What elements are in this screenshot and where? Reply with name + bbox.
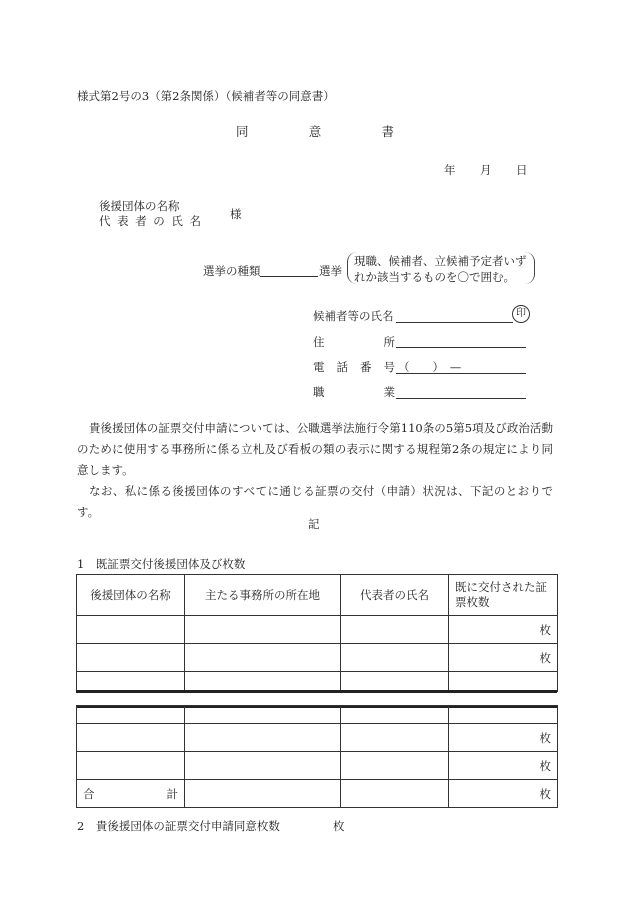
cell-office-location[interactable] [185,780,341,808]
table-row [77,752,558,780]
occupation-label-char-2: 業 [383,385,395,399]
header-issued-count: 既に交付された証票枚数 [449,575,558,616]
cell-representative[interactable] [341,706,449,724]
cell-org-name[interactable] [77,616,185,644]
cell-representative[interactable] [341,672,449,692]
rep-name-text: 代表者の氏名 [99,214,208,228]
seal-mark: 印 [512,305,530,323]
occupation-field[interactable] [396,398,526,399]
phone-label-char-3: 番 [360,360,372,374]
table-total-row [77,780,558,808]
cell-org-name[interactable] [77,706,185,724]
addressee-org-name-label: 後援団体の名称 [99,199,180,213]
phone-label-char-4: 号 [383,360,395,374]
header-office-location: 主たる事務所の所在地 [185,575,341,616]
total-label-char-1: 合 [83,786,95,801]
cell-office-location[interactable] [185,724,341,752]
cell-representative[interactable] [341,752,449,780]
address-field[interactable] [396,347,526,348]
cell-office-location[interactable] [185,616,341,644]
sama-honorific: 様 [230,207,242,221]
cell-org-name[interactable] [77,752,185,780]
date-month-label: 月 [480,163,492,177]
title-char-2: 意 [308,124,322,139]
cell-representative[interactable] [341,616,449,644]
status-note-text: 現職、候補者、立候補予定者いずれか該当するものを〇で囲む。 [354,254,527,284]
phone-label-char-2: 話 [336,360,348,374]
total-count-cell[interactable]: 枚 [449,780,558,808]
cell-office-location[interactable] [185,644,341,672]
table-row [77,724,558,752]
date-year-label: 年 [444,163,456,177]
header-representative: 代表者の氏名 [341,575,449,616]
addressee-rep-name-label [99,213,208,229]
address-label [313,334,395,350]
status-note-bracket [347,252,535,284]
section2-unit: 枚 [333,819,345,833]
consent-paragraph: 貴後援団体の証票交付申請については、公職選挙法施行令第110条の5第5項及び政治活動のために使用する事務所に係る立札及び看板の類の表示に関する規程第2条の規定により同意します。 [77,421,553,477]
cell-count[interactable] [449,706,558,724]
cell-org-name[interactable] [77,724,185,752]
total-label-char-2: 計 [166,786,178,801]
election-suffix: 選挙 [319,264,342,278]
cell-count[interactable] [449,672,558,692]
table-row [77,616,558,644]
header-org-name: 後援団体の名称 [77,575,185,616]
cell-office-location[interactable] [185,752,341,780]
date-day-label: 日 [516,163,528,177]
phone-label [313,359,395,375]
cell-representative[interactable] [341,724,449,752]
election-type-underline [260,276,318,277]
status-paragraph: なお、私に係る後援団体のすべてに通じる証票の交付（申請）状況は、下記のとおりです。 [77,484,553,519]
cell-representative[interactable] [341,780,449,808]
address-label-char-1: 住 [313,335,325,349]
cell-count[interactable]: 枚 [449,724,558,752]
table-row [77,644,558,672]
cell-representative[interactable] [341,644,449,672]
cell-office-location[interactable] [185,672,341,692]
table-header-row [77,575,558,616]
candidate-name-label: 候補者等の氏名 [313,309,394,323]
issued-permits-table [76,574,558,692]
title-char-3: 書 [381,124,394,139]
election-type-label: 選挙の種類 [203,264,261,278]
cell-org-name[interactable] [77,644,185,672]
issued-permits-table-continued [76,705,558,808]
phone-value-template: （ ） — [398,360,462,374]
section2-heading: 2 貴後援団体の証票交付申請同意枚数 [77,819,280,833]
occupation-label [313,384,395,400]
address-label-char-2: 所 [383,335,395,349]
candidate-name-field[interactable] [396,322,513,323]
cell-office-location[interactable] [185,706,341,724]
section1-heading: 1 既証票交付後援団体及び枚数 [77,557,246,571]
cell-count[interactable]: 枚 [449,644,558,672]
occupation-label-char-1: 職 [313,385,325,399]
phone-field[interactable] [396,373,526,374]
cell-count[interactable]: 枚 [449,752,558,780]
ki-heading: 記 [308,517,320,531]
cell-org-name[interactable] [77,672,185,692]
phone-label-char-1: 電 [313,360,325,374]
form-number: 様式第2号の3（第2条関係）（候補者等の同意書） [77,89,335,103]
title-char-1: 同 [236,124,249,139]
total-label-cell [77,780,185,808]
table-row [77,706,558,724]
document-title [236,122,394,140]
table-row [77,672,558,692]
cell-count[interactable]: 枚 [449,616,558,644]
